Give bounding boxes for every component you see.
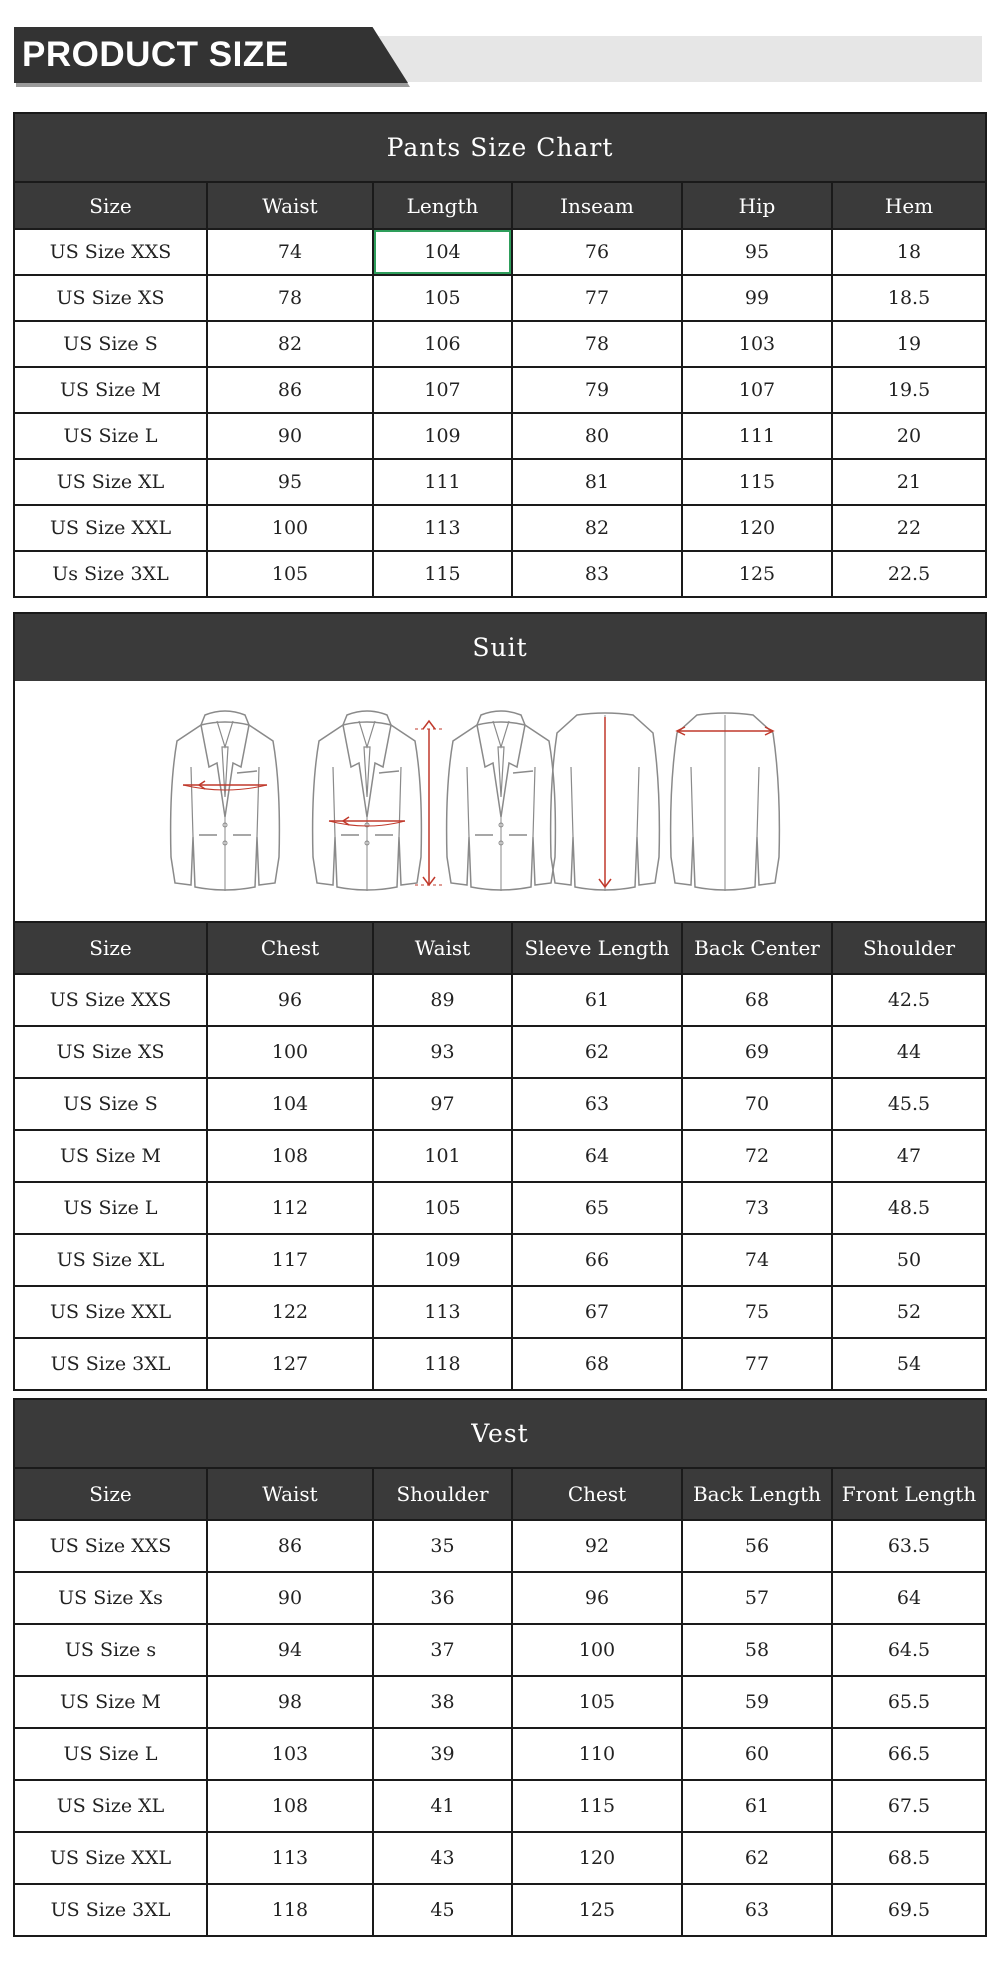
measurement-cell: 22	[832, 505, 986, 551]
measurement-cell: 118	[373, 1338, 512, 1390]
measurement-cell: 113	[373, 505, 512, 551]
measurement-cell: 95	[682, 229, 832, 275]
measurement-cell: 72	[682, 1130, 832, 1182]
measurement-cell: 68	[682, 974, 832, 1026]
measurement-cell: 66	[512, 1234, 682, 1286]
measurement-cell: 111	[682, 413, 832, 459]
measurement-cell: 92	[512, 1520, 682, 1572]
size-label-cell: US Size XXS	[14, 974, 207, 1026]
size-label-cell: US Size S	[14, 1078, 207, 1130]
vest-header-back-length: Back Length	[682, 1468, 832, 1520]
pants-size-table	[13, 112, 987, 598]
table-row	[14, 1676, 986, 1728]
pants-table-title: Pants Size Chart	[14, 113, 986, 182]
measurement-cell: 50	[832, 1234, 986, 1286]
measurement-cell: 41	[373, 1780, 512, 1832]
table-row	[14, 1234, 986, 1286]
measurement-cell: 77	[682, 1338, 832, 1390]
measurement-cell: 105	[512, 1676, 682, 1728]
size-label-cell: US Size XXL	[14, 1832, 207, 1884]
measurement-cell: 79	[512, 367, 682, 413]
measurement-cell: 19	[832, 321, 986, 367]
measurement-cell: 38	[373, 1676, 512, 1728]
measurement-cell: 115	[682, 459, 832, 505]
measurement-cell: 100	[207, 1026, 373, 1078]
size-label-cell: US Size XL	[14, 459, 207, 505]
measurement-cell: 73	[682, 1182, 832, 1234]
suit-table-body	[14, 974, 986, 1390]
measurement-cell: 96	[512, 1572, 682, 1624]
measurement-cell: 86	[207, 367, 373, 413]
size-label-cell: US Size M	[14, 367, 207, 413]
size-label-cell: US Size XXS	[14, 1520, 207, 1572]
vest-header-front-length: Front Length	[832, 1468, 986, 1520]
measurement-cell: 56	[682, 1520, 832, 1572]
size-label-cell: US Size XXL	[14, 1286, 207, 1338]
measurement-cell: 70	[682, 1078, 832, 1130]
pants-header-hip: Hip	[682, 182, 832, 229]
measurement-cell: 69.5	[832, 1884, 986, 1936]
table-row	[14, 229, 986, 275]
measurement-cell: 69	[682, 1026, 832, 1078]
measurement-cell: 21	[832, 459, 986, 505]
measurement-cell: 64	[832, 1572, 986, 1624]
measurement-cell: 78	[512, 321, 682, 367]
measurement-cell: 118	[207, 1884, 373, 1936]
size-label-cell: US Size XXS	[14, 229, 207, 275]
measurement-cell: 105	[373, 275, 512, 321]
size-label-cell: US Size 3XL	[14, 1884, 207, 1936]
vest-header-size: Size	[14, 1468, 207, 1520]
suit-size-table	[13, 921, 987, 1391]
measurement-cell: 63.5	[832, 1520, 986, 1572]
suit-header-shoulder: Shoulder	[832, 922, 986, 974]
measurement-cell: 122	[207, 1286, 373, 1338]
size-label-cell: US Size M	[14, 1676, 207, 1728]
measurement-cell: 61	[682, 1780, 832, 1832]
measurement-cell: 103	[682, 321, 832, 367]
table-row	[14, 275, 986, 321]
measurement-cell: 78	[207, 275, 373, 321]
measurement-cell: 115	[512, 1780, 682, 1832]
vest-header-waist: Waist	[207, 1468, 373, 1520]
measurement-cell: 20	[832, 413, 986, 459]
measurement-cell: 60	[682, 1728, 832, 1780]
measurement-cell: 67	[512, 1286, 682, 1338]
suit-header-sleeve-length: Sleeve Length	[512, 922, 682, 974]
table-row	[14, 551, 986, 597]
measurement-cell: 68	[512, 1338, 682, 1390]
measurement-cell: 108	[207, 1780, 373, 1832]
measurement-cell: 100	[512, 1624, 682, 1676]
measurement-cell: 86	[207, 1520, 373, 1572]
vest-header-shoulder: Shoulder	[373, 1468, 512, 1520]
measurement-cell: 57	[682, 1572, 832, 1624]
measurement-cell: 108	[207, 1130, 373, 1182]
measurement-cell: 109	[373, 413, 512, 459]
measurement-cell: 62	[512, 1026, 682, 1078]
measurement-cell: 90	[207, 413, 373, 459]
measurement-cell: 82	[512, 505, 682, 551]
pants-header-hem: Hem	[832, 182, 986, 229]
measurement-cell: 97	[373, 1078, 512, 1130]
measurement-cell: 18	[832, 229, 986, 275]
measurement-cell: 43	[373, 1832, 512, 1884]
suit-measurement-illustration	[13, 681, 987, 921]
suit-header-waist: Waist	[373, 922, 512, 974]
size-label-cell: US Size 3XL	[14, 1338, 207, 1390]
measurement-cell: 68.5	[832, 1832, 986, 1884]
size-label-cell: US Size Xs	[14, 1572, 207, 1624]
measurement-cell: 120	[512, 1832, 682, 1884]
measurement-cell: 104	[207, 1078, 373, 1130]
measurement-cell: 81	[512, 459, 682, 505]
measurement-cell: 58	[682, 1624, 832, 1676]
measurement-cell: 66.5	[832, 1728, 986, 1780]
measurement-cell: 105	[207, 551, 373, 597]
measurement-cell: 103	[207, 1728, 373, 1780]
measurement-cell: 99	[682, 275, 832, 321]
suit-title-table	[13, 612, 987, 683]
measurement-cell: 107	[682, 367, 832, 413]
measurement-cell: 65.5	[832, 1676, 986, 1728]
table-row	[14, 1624, 986, 1676]
table-row	[14, 459, 986, 505]
size-label-cell: Us Size 3XL	[14, 551, 207, 597]
pants-header-size: Size	[14, 182, 207, 229]
table-row	[14, 974, 986, 1026]
suit-header-size: Size	[14, 922, 207, 974]
table-row	[14, 1338, 986, 1390]
measurement-cell: 62	[682, 1832, 832, 1884]
measurement-cell: 61	[512, 974, 682, 1026]
size-label-cell: US Size XXL	[14, 505, 207, 551]
pants-header-length: Length	[373, 182, 512, 229]
measurement-cell: 115	[373, 551, 512, 597]
measurement-cell: 77	[512, 275, 682, 321]
size-label-cell: US Size XL	[14, 1780, 207, 1832]
table-row	[14, 1832, 986, 1884]
measurement-cell: 39	[373, 1728, 512, 1780]
measurement-cell: 18.5	[832, 275, 986, 321]
jacket-chest-measure-icon	[171, 711, 280, 891]
measurement-cell: 36	[373, 1572, 512, 1624]
pants-header-inseam: Inseam	[512, 182, 682, 229]
page-banner	[0, 0, 1000, 95]
size-label-cell: US Size L	[14, 1728, 207, 1780]
table-row	[14, 1780, 986, 1832]
measurement-cell: 96	[207, 974, 373, 1026]
measurement-cell: 89	[373, 974, 512, 1026]
measurement-cell: 93	[373, 1026, 512, 1078]
measurement-cell: 45.5	[832, 1078, 986, 1130]
size-label-cell: US Size L	[14, 413, 207, 459]
measurement-cell: 48.5	[832, 1182, 986, 1234]
jacket-back-center-measure-icon	[551, 713, 660, 891]
measurement-cell: 109	[373, 1234, 512, 1286]
size-label-cell: US Size XS	[14, 275, 207, 321]
table-row	[14, 505, 986, 551]
table-row	[14, 321, 986, 367]
jacket-waist-measure-icon	[313, 711, 422, 891]
size-label-cell: US Size XS	[14, 1026, 207, 1078]
measurement-cell: 59	[682, 1676, 832, 1728]
table-row	[14, 1078, 986, 1130]
measurement-cell: 83	[512, 551, 682, 597]
measurement-cell: 106	[373, 321, 512, 367]
measurement-cell: 127	[207, 1338, 373, 1390]
table-row	[14, 367, 986, 413]
table-row	[14, 1884, 986, 1936]
measurement-cell: 125	[682, 551, 832, 597]
measurement-cell: 113	[207, 1832, 373, 1884]
measurement-cell: 63	[682, 1884, 832, 1936]
jacket-length-measure-icon	[415, 711, 555, 891]
measurement-cell: 90	[207, 1572, 373, 1624]
measurement-cell: 100	[207, 505, 373, 551]
measurement-cell: 52	[832, 1286, 986, 1338]
table-row	[14, 1728, 986, 1780]
pants-table-body	[14, 229, 986, 597]
measurement-cell: 82	[207, 321, 373, 367]
measurement-cell: 35	[373, 1520, 512, 1572]
table-row	[14, 1520, 986, 1572]
measurement-cell: 95	[207, 459, 373, 505]
suit-header-chest: Chest	[207, 922, 373, 974]
measurement-cell: 47	[832, 1130, 986, 1182]
size-label-cell: US Size M	[14, 1130, 207, 1182]
table-row	[14, 1286, 986, 1338]
measurement-cell: 19.5	[832, 367, 986, 413]
size-label-cell: US Size L	[14, 1182, 207, 1234]
measurement-cell: 63	[512, 1078, 682, 1130]
suit-illustration-svg	[15, 681, 985, 921]
measurement-cell: 74	[207, 229, 373, 275]
measurement-cell: 98	[207, 1676, 373, 1728]
measurement-cell: 54	[832, 1338, 986, 1390]
measurement-cell: 76	[512, 229, 682, 275]
measurement-cell: 44	[832, 1026, 986, 1078]
measurement-cell: 104	[373, 229, 512, 275]
measurement-cell: 65	[512, 1182, 682, 1234]
size-label-cell: US Size s	[14, 1624, 207, 1676]
measurement-cell: 45	[373, 1884, 512, 1936]
measurement-cell: 42.5	[832, 974, 986, 1026]
measurement-cell: 110	[512, 1728, 682, 1780]
measurement-cell: 105	[373, 1182, 512, 1234]
vest-table-title: Vest	[14, 1399, 986, 1468]
pants-header-waist: Waist	[207, 182, 373, 229]
suit-table-title: Suit	[14, 613, 986, 682]
measurement-cell: 125	[512, 1884, 682, 1936]
measurement-cell: 101	[373, 1130, 512, 1182]
size-label-cell: US Size S	[14, 321, 207, 367]
table-row	[14, 1026, 986, 1078]
measurement-cell: 107	[373, 367, 512, 413]
table-row	[14, 413, 986, 459]
measurement-cell: 80	[512, 413, 682, 459]
measurement-cell: 111	[373, 459, 512, 505]
size-label-cell: US Size XL	[14, 1234, 207, 1286]
jacket-shoulder-measure-icon	[671, 713, 780, 891]
measurement-cell: 74	[682, 1234, 832, 1286]
measurement-cell: 120	[682, 505, 832, 551]
measurement-cell: 22.5	[832, 551, 986, 597]
measurement-cell: 64	[512, 1130, 682, 1182]
suit-header-back-center: Back Center	[682, 922, 832, 974]
table-row	[14, 1572, 986, 1624]
measurement-cell: 94	[207, 1624, 373, 1676]
measurement-cell: 117	[207, 1234, 373, 1286]
measurement-cell: 37	[373, 1624, 512, 1676]
vest-size-table	[13, 1398, 987, 1937]
measurement-cell: 67.5	[832, 1780, 986, 1832]
measurement-cell: 75	[682, 1286, 832, 1338]
measurement-cell: 64.5	[832, 1624, 986, 1676]
vest-header-chest: Chest	[512, 1468, 682, 1520]
page-title: PRODUCT SIZE	[22, 35, 289, 74]
table-row	[14, 1130, 986, 1182]
vest-table-body	[14, 1520, 986, 1936]
table-row	[14, 1182, 986, 1234]
measurement-cell: 112	[207, 1182, 373, 1234]
measurement-cell: 113	[373, 1286, 512, 1338]
